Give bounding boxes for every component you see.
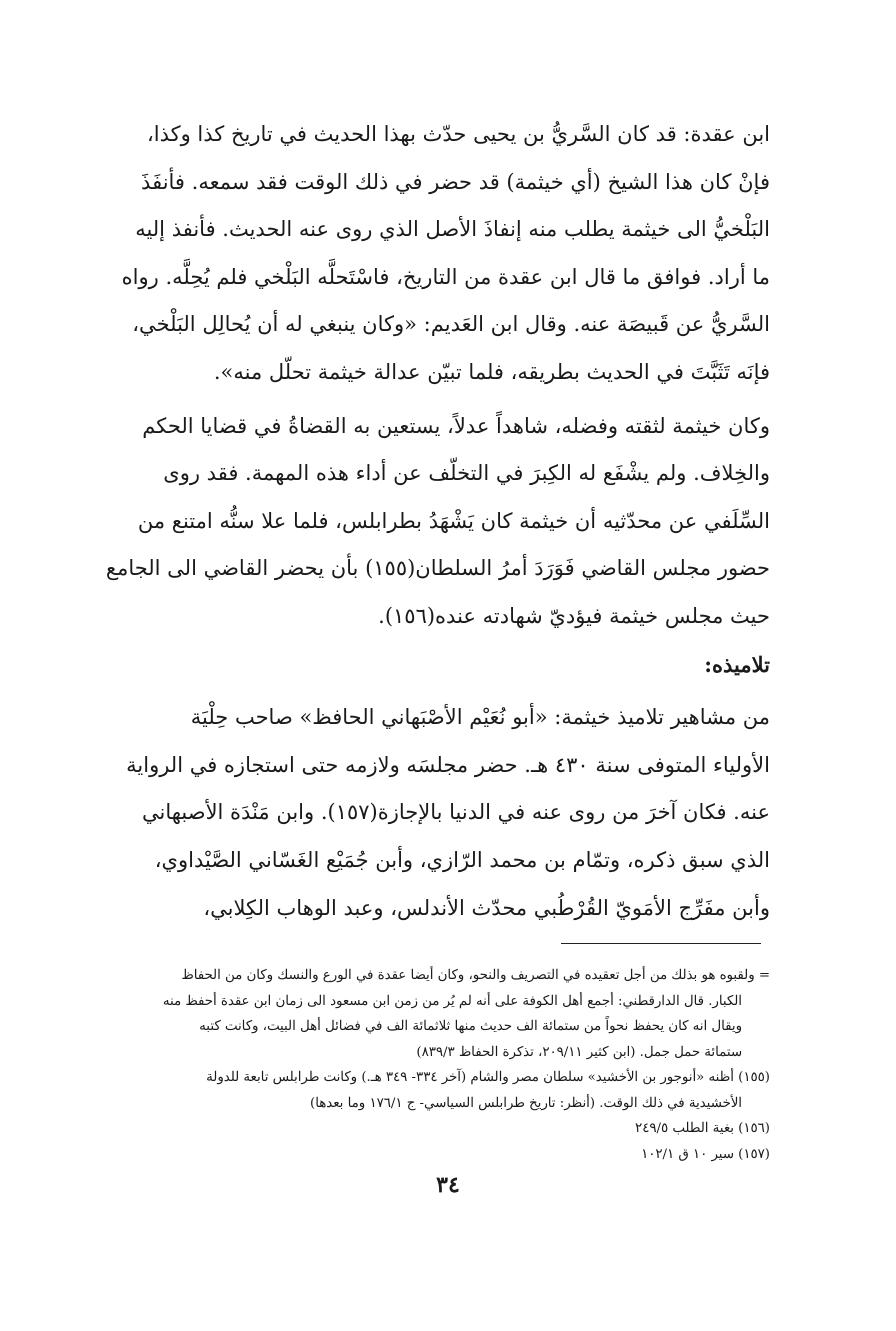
footnote-line: الأخشيدية في ذلك الوقت. (أنظر: تاريخ طرابلس السياسي- ج ١٧٦/١ وما بعدها) <box>310 1095 742 1111</box>
page-number: ٣٤ <box>436 1172 460 1198</box>
footnote-divider <box>561 943 761 944</box>
text-line: الذي سبق ذكره، وتمّام بن محمد الرّازي، وأبن جُمَيْع الغَسّاني الصَّيْداوي، <box>154 847 770 872</box>
text-line: فإنْ كان هذا الشيخ (أي خيثمة) قد حضر في ذلك الوقت فقد سمعه. فأنفَذَ <box>141 169 770 194</box>
footnote-line: الكبار. قال الدارقطني: أجمع أهل الكوفة على أنه لم يُر من زمن ابن مسعود الى زمان ابن عقدة أحفظ منه <box>162 993 742 1009</box>
text-line: حضور مجلس القاضي فَوَرَدَ أمرُ السلطان(١٥٥) بأن يحضر القاضي الى الجامع <box>105 556 770 581</box>
text-line: والخِلاف. ولم يشْفَع له الكِبرَ في التخلّف عن أداء هذه المهمة. فقد روى <box>163 461 770 486</box>
footnote-line: ستمائة حمل جمل. (ابن كثير ٢٠٩/١١، تذكرة الحفاظ ٨٣٩/٣) <box>416 1044 742 1060</box>
footnote-line: (١٥٦) بغية الطلب ٢٤٩/٥ <box>635 1121 770 1136</box>
text-line: عنه. فكان آخرَ من روى عنه في الدنيا بالإجازة(١٥٧). وابن مَنْدَة الأصبهاني <box>141 800 770 825</box>
text-line: وكان خيثمة لثقته وفضله، شاهداً عدلاً، يستعين به القضاةُ في قضايا الحكم <box>142 413 770 438</box>
section-heading: تلاميذه: <box>704 651 770 677</box>
text-line: البَلْخيُّ الى خيثمة يطلب منه إنفاذَ الأصل الذي روى عنه الحديث. فأنفذ إليه <box>135 217 770 242</box>
text-line: الأولياء المتوفى سنة ٤٣٠ هـ. حضر مجلسَه ولازمه حتى استجازه في الرواية <box>126 752 770 777</box>
text-line: ما أراد. فوافق ما قال ابن عقدة من التاريخ، فاسْتَحلَّه البَلْخي فلم يُحِلَّه. رواه <box>121 264 770 289</box>
text-line: فإنَه تَثَبَّتَ في الحديث بطريقه، فلما تبيّن عدالة خيثمة تحلّل منه». <box>213 359 770 384</box>
footnote-line: (١٥٧) سير ١٠ ق ١٠٢/١ <box>641 1146 770 1162</box>
footnotes <box>88 963 770 1167</box>
text-line: ابن عقدة: قد كان السَّريُّ بن يحيى حدّث بهذا الحديث في تاريخ كذا وكذا، <box>146 122 770 146</box>
footnote-line: = ولقبوه هو بذلك من أجل تعقيده في التصريف والنحو، وكان أيضا عقدة في الورع والنسك وكان من الحفاظ <box>181 968 770 983</box>
text-line: حيث مجلس خيثمة فيؤديّ شهادته عنده(١٥٦). <box>378 603 770 628</box>
text-line: وأبن مفَرِّج الأمَويّ القُرْطُبي محدّث الأندلس، وعبد الوهاب الكِلابي، <box>203 895 770 920</box>
text-line: السَّريُّ عن قَبيصَة عنه. وقال ابن العَديم: «وكان ينبغي له أن يُحالِل البَلْخي، <box>132 312 770 337</box>
text-line: من مشاهير تلاميذ خيثمة: «أبو نُعَيْم الأصْبَهاني الحافظ» صاحب حِلْيَة <box>190 705 770 730</box>
text-line: السِّلَفي عن محدّثيه أن خيثمة كان يَشْهَدُ بطرابلس، فلما علا سنُّه امتنع من <box>137 508 770 533</box>
footnote-line: (١٥٥) أظنه «أنوجور بن الأخشيد» سلطان مصر والشام (آخر ٣٣٤- ٣٤٩ هـ.) وكانت طرابلس تابعة للدولة <box>206 1070 770 1085</box>
main-text <box>92 111 770 932</box>
footnote-line: ويقال انه كان يحفظ نحواً من ستمائة الف حديث منها ثلاثمائة الف في فضائل أهل البيت، وكانت كتبه <box>199 1019 742 1034</box>
